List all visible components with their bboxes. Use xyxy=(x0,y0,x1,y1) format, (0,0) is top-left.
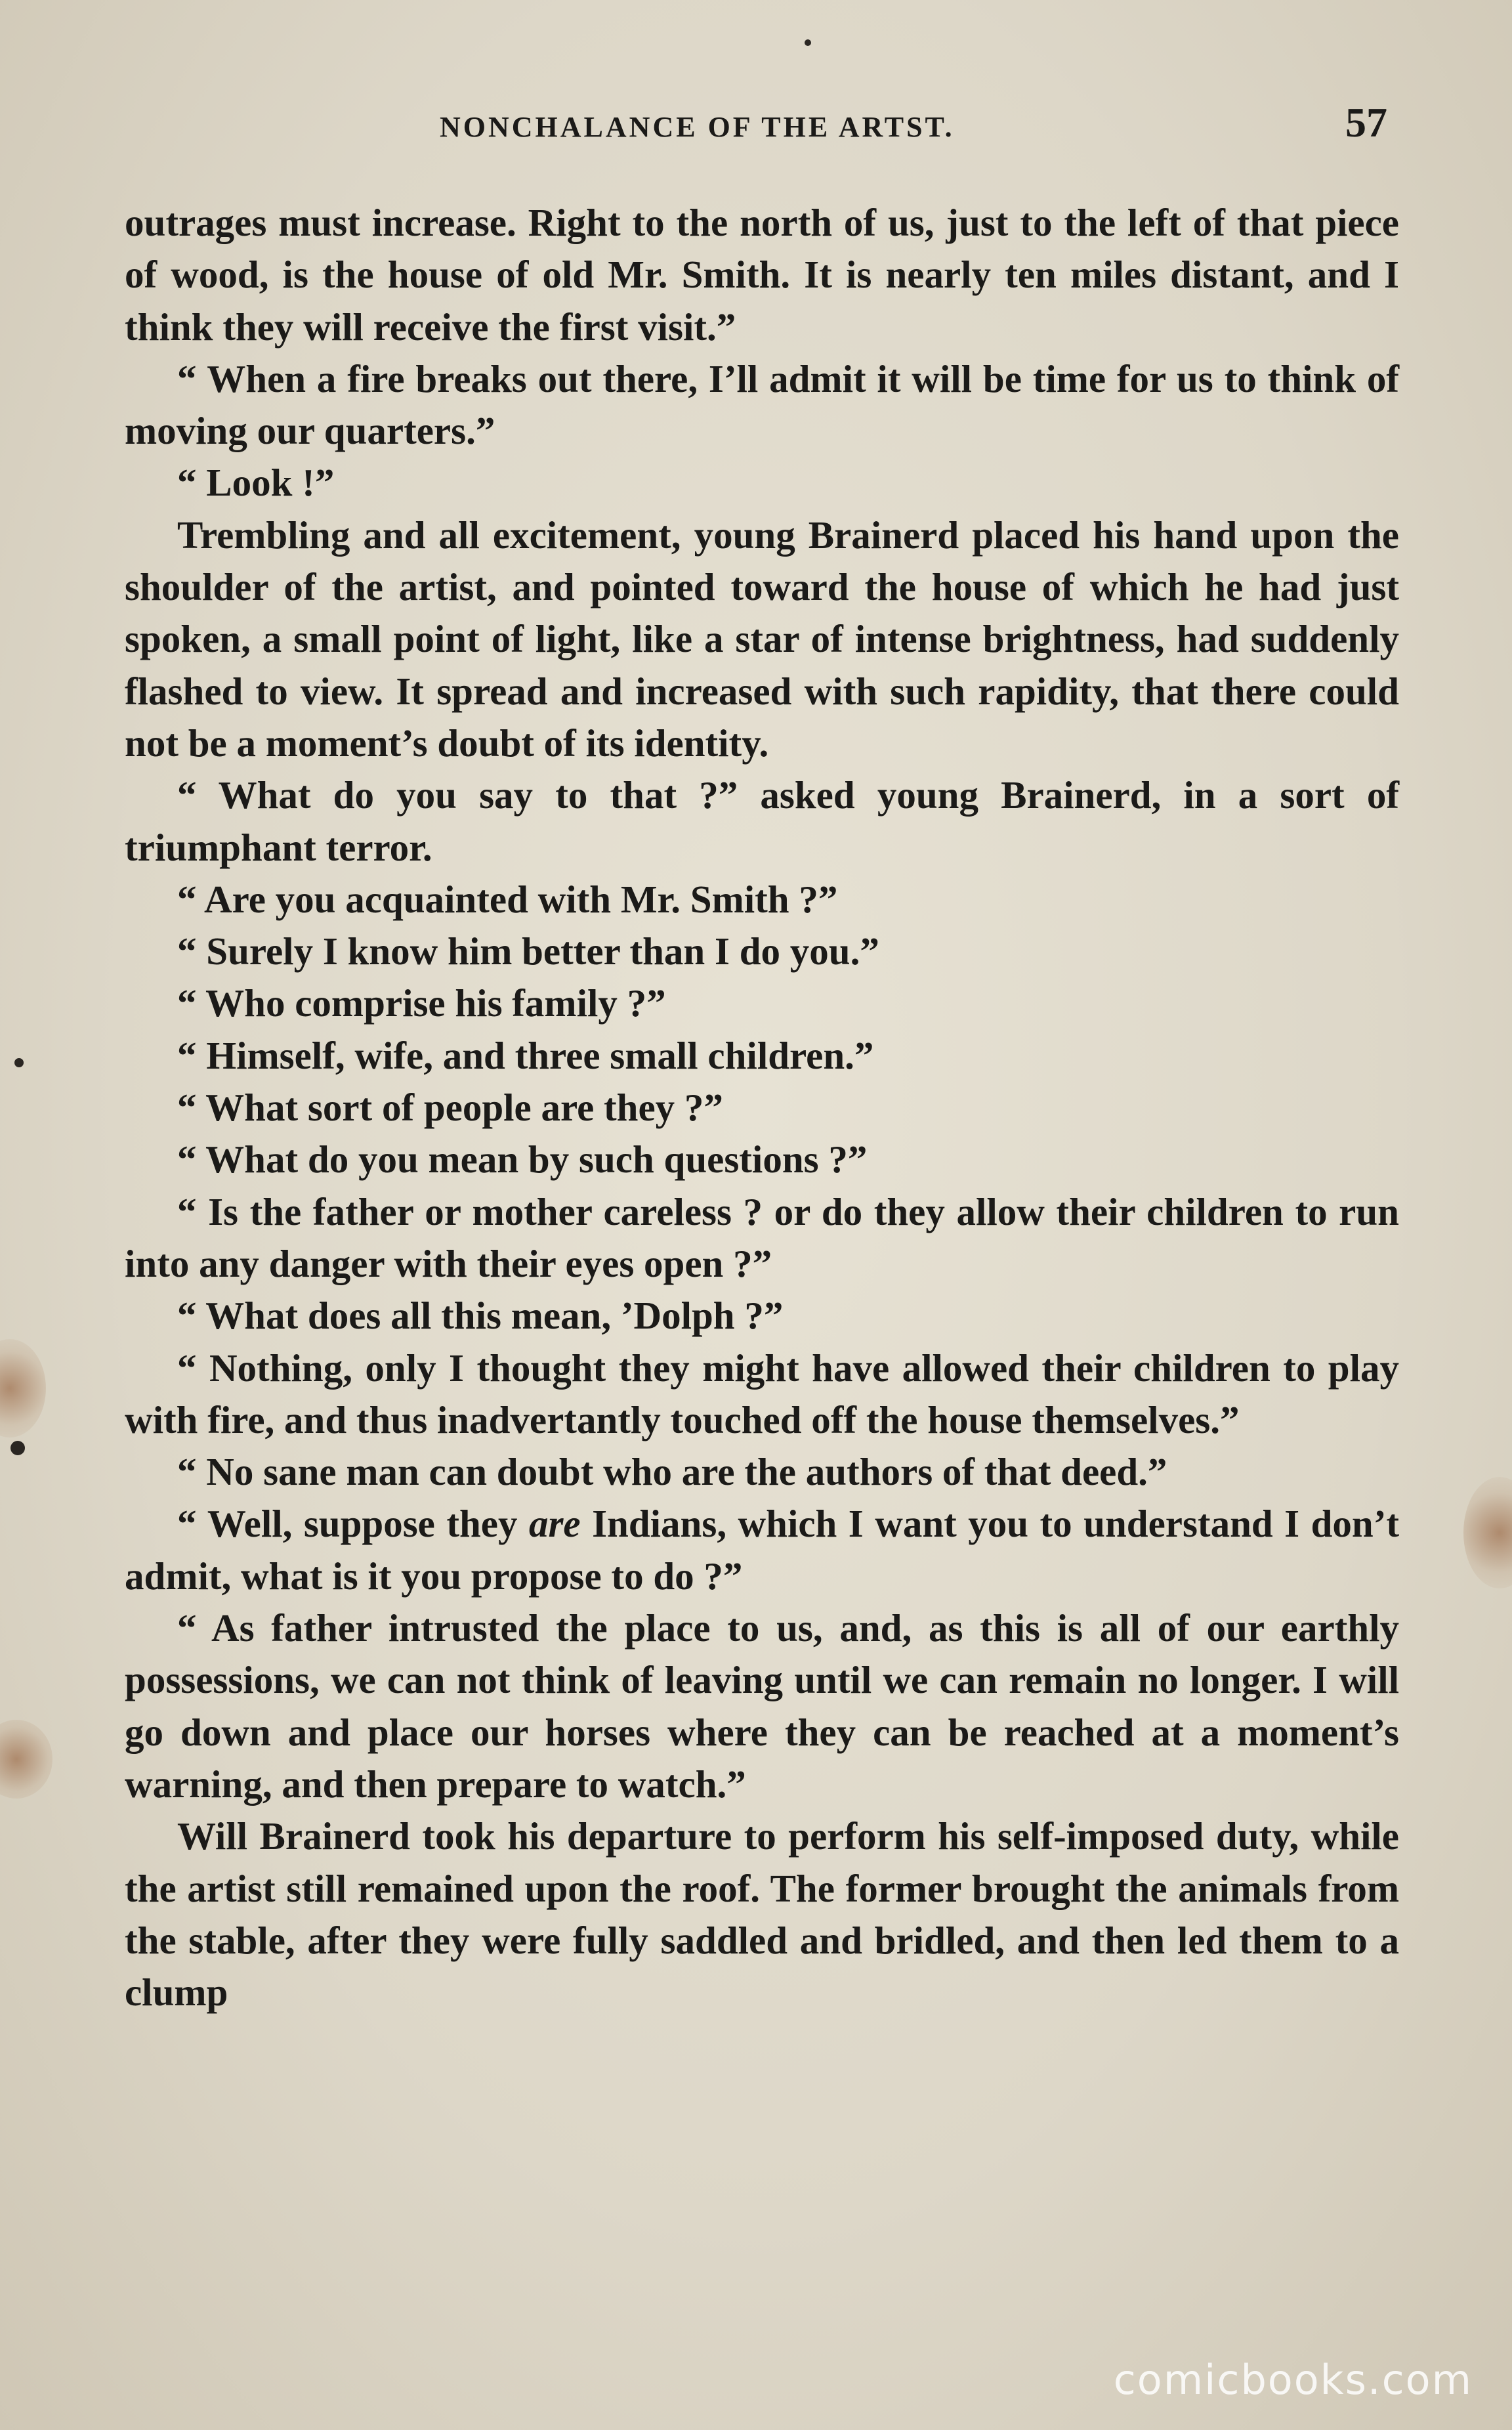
ink-speck xyxy=(14,1058,24,1067)
paragraph: “ Nothing, only I thought they might have allowed their children to play with fire, and thus inadvertantly touched off the house themselves.” xyxy=(125,1346,1399,1441)
paragraph-text: “ Well, suppose they xyxy=(177,1502,529,1546)
ink-speck xyxy=(805,39,811,46)
page-stain xyxy=(1463,1477,1512,1588)
paragraph: “ Is the father or mother careless ? or do they allow their children to run into any danger with their eyes open ?” xyxy=(125,1189,1399,1285)
paragraph: “ Surely I know him better than I do you.” xyxy=(177,929,879,973)
paragraph: “ As father intrusted the place to us, and, as this is all of our earthly possessions, we can not think of leaving until we can remain no longer. I will go down and place our horses where they can be reached at a moment’s warning, and then prepare to watch.” xyxy=(125,1606,1399,1806)
paragraph: “ What sort of people are they ?” xyxy=(177,1086,723,1130)
paragraph: “ Are you acquainted with Mr. Smith ?” xyxy=(177,877,838,921)
watermark: comicbooks.com xyxy=(1113,2356,1473,2404)
paragraph: Will Brainerd took his departure to perform his self-imposed duty, while the artist still remained upon the roof. The former brought the animals from the stable, after they were fully saddled and bridled, and then led them to a clump xyxy=(125,1814,1399,2014)
page-number: 57 xyxy=(1345,99,1387,146)
paragraph xyxy=(125,1498,1399,1602)
paragraph: “ What does all this mean, ’Dolph ?” xyxy=(177,1294,784,1338)
emphasized-word: are xyxy=(528,1502,581,1546)
paragraph: “ When a fire breaks out there, I’ll admit it will be time for us to think of moving our quarters.” xyxy=(125,356,1399,453)
page-header xyxy=(125,98,1387,158)
paragraph: Trembling and all excitement, young Brainerd placed his hand upon the shoulder of the artist, and pointed toward the house of which he had just spoken, a small point of light, like a star of intense brightness, had suddenly flashed to view. It spread and increased with such rapidity, that there could not be a moment’s doubt of its identity. xyxy=(125,513,1399,765)
paragraph: “ Himself, wife, and three small children.” xyxy=(177,1033,874,1077)
ink-speck xyxy=(10,1441,25,1455)
page-stain xyxy=(0,1720,52,1799)
paragraph: “ What do you mean by such questions ?” xyxy=(177,1138,868,1182)
running-title: NONCHALANCE OF THE ARTST. xyxy=(440,111,955,143)
paragraph: “ Who comprise his family ?” xyxy=(177,981,666,1025)
paragraph: “ No sane man can doubt who are the authors of that deed.” xyxy=(177,1450,1167,1494)
paragraph: outrages must increase. Right to the north of us, just to the left of that piece of wood, is the house of old Mr. Smith. It is nearly ten miles distant, and I think they will receive the first visit.” xyxy=(125,201,1399,349)
page-stain xyxy=(0,1339,46,1438)
body-text xyxy=(125,197,1399,2018)
paragraph: “ Look !” xyxy=(177,461,335,505)
paragraph: “ What do you say to that ?” asked young Brainerd, in a sort of triumphant terror. xyxy=(125,773,1399,869)
paragraph-text: Indians, which I want you to understand I don’t admit, what is it you propose to do ?” xyxy=(125,1502,1399,1598)
